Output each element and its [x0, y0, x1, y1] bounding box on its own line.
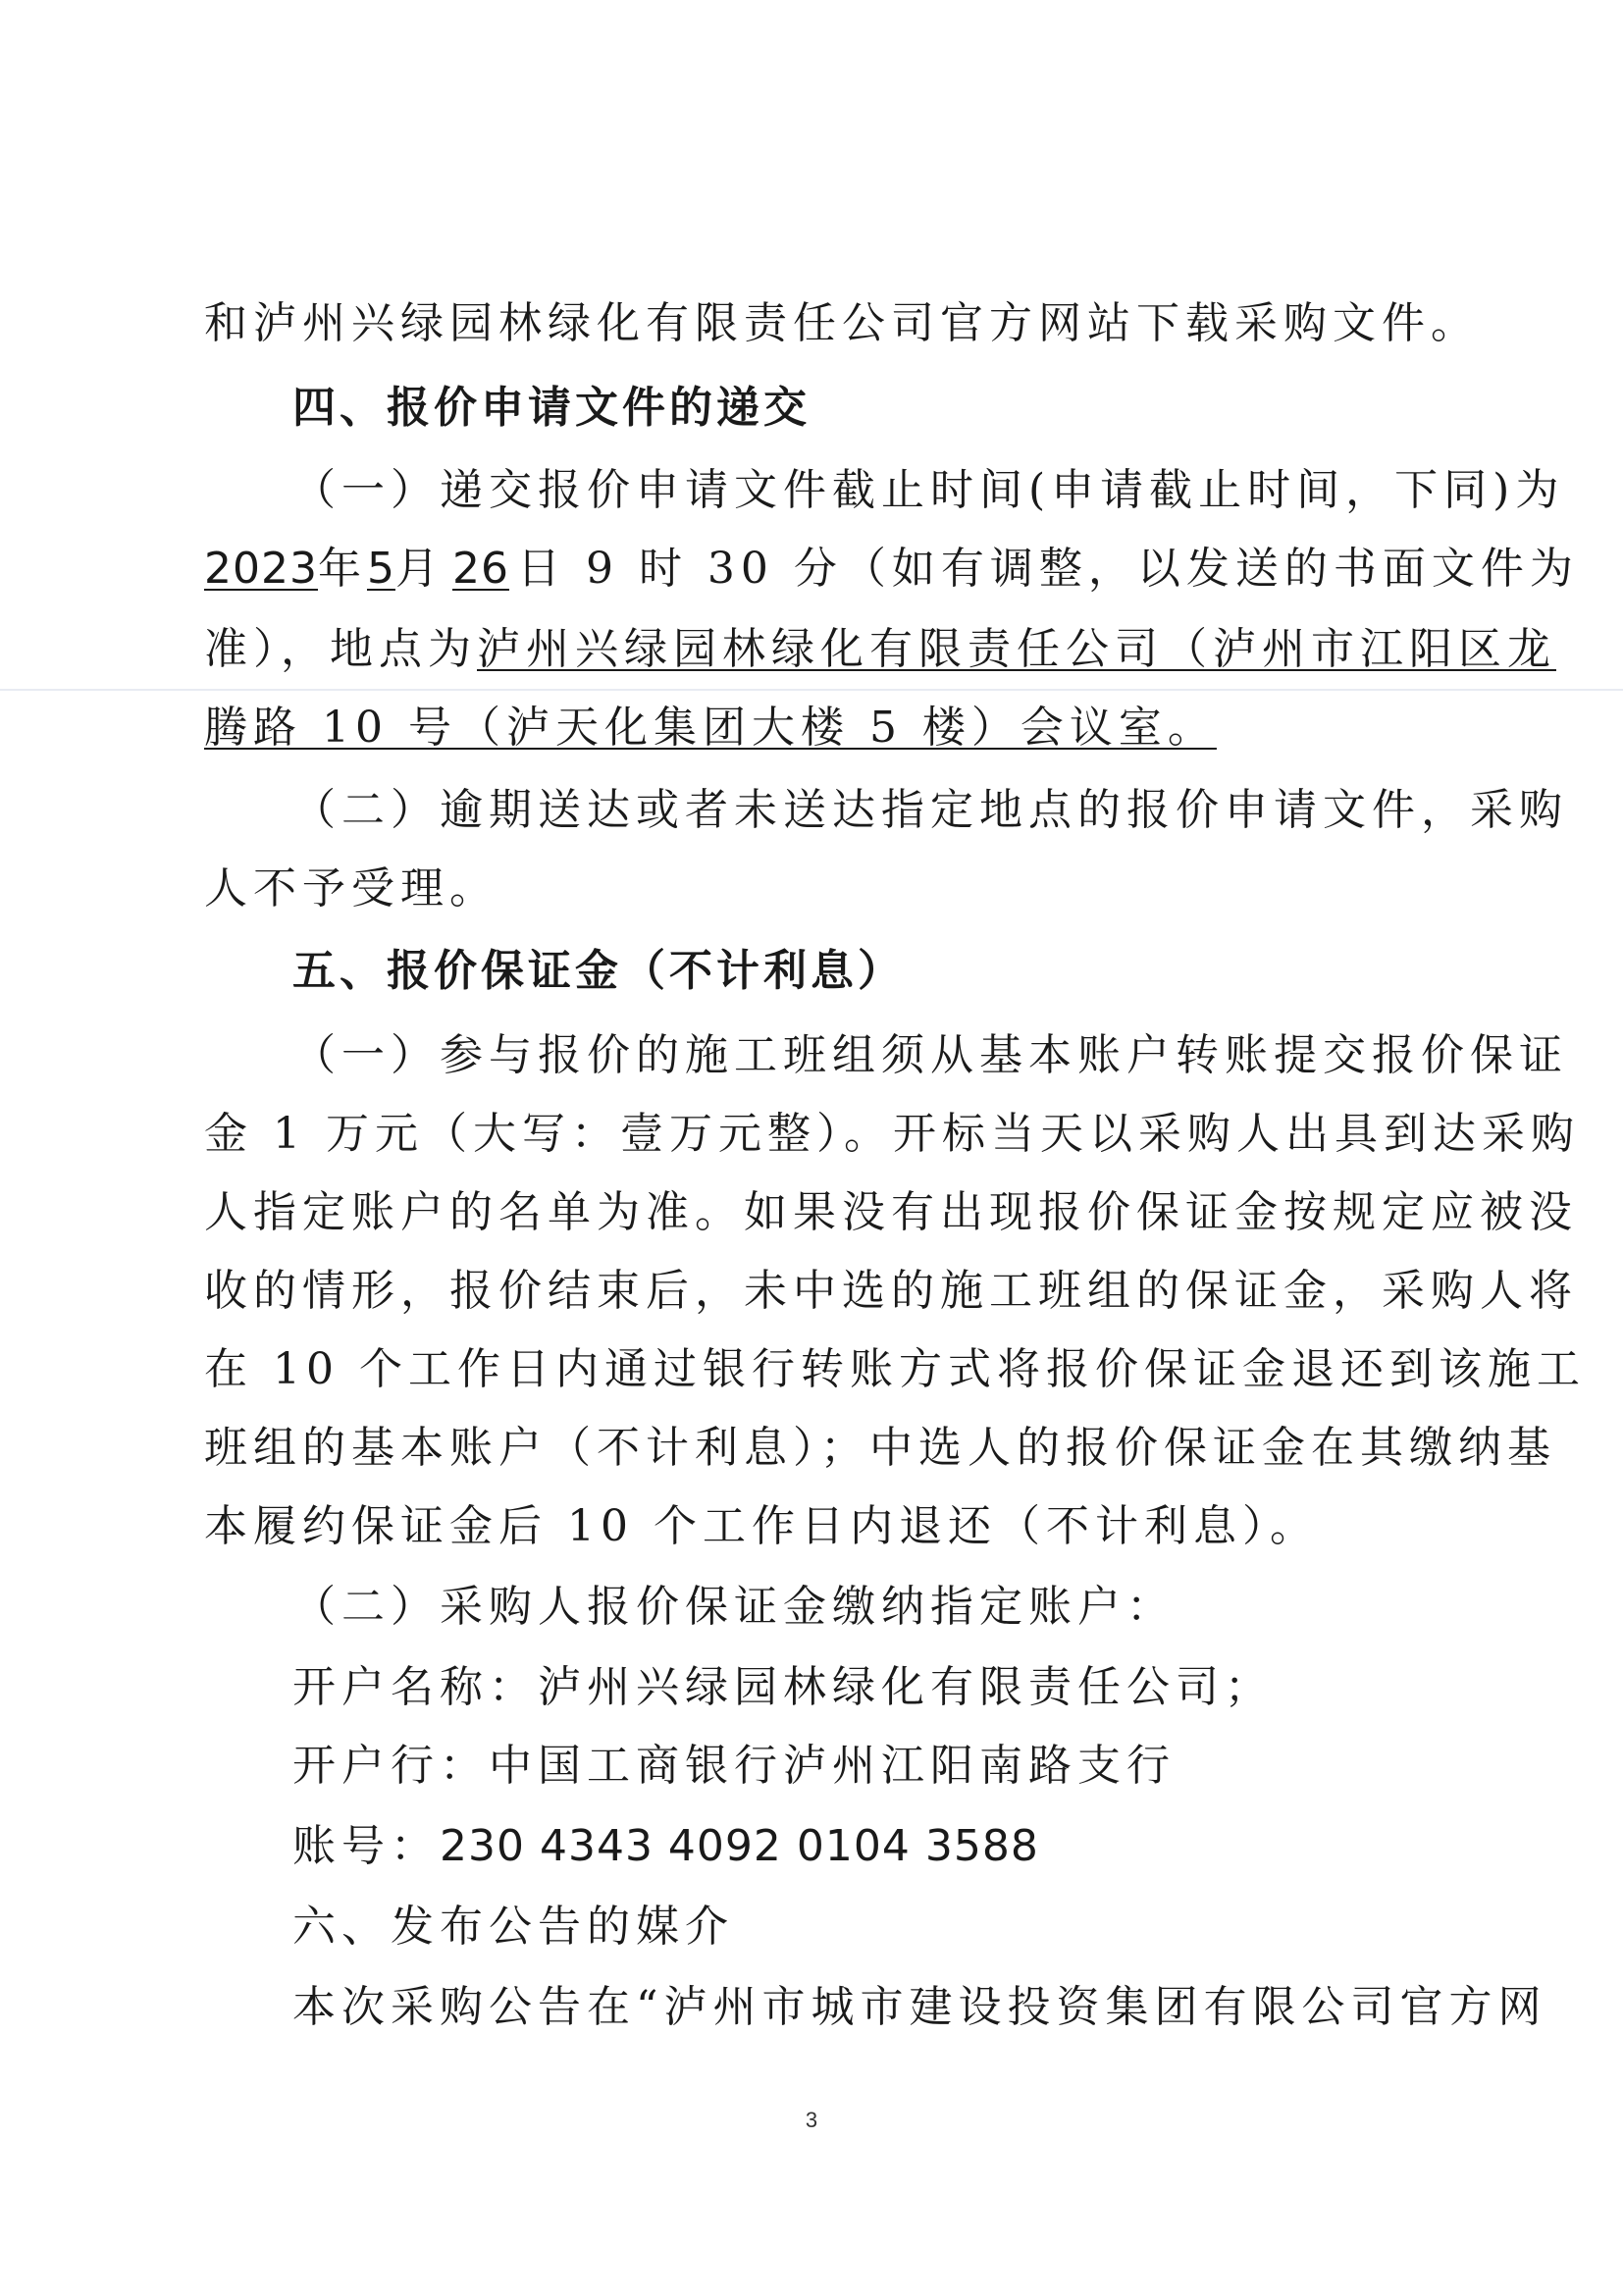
- text-segment: 准），地点为: [204, 624, 477, 674]
- paragraph-line: 金 1 万元（大写：壹万元整）。开标当天以采购人出具到达采购: [204, 1109, 1580, 1159]
- paragraph-line: 在 10 个工作日内通过银行转账方式将报价保证金退还到该施工: [204, 1344, 1586, 1394]
- text-segment: 日 9 时 30 分（如有调整，以发送的书面文件为: [516, 544, 1579, 594]
- location-underlined: 泸州兴绿园林绿化有限责任公司（泸州市江阳区龙: [477, 624, 1556, 674]
- location-underlined: 腾路 10 号（泸天化集团大楼 5 楼）会议室。: [204, 703, 1217, 753]
- account-name-line: 开户名称：泸州兴绿园林绿化有限责任公司；: [292, 1662, 1274, 1712]
- paragraph-line: （一）参与报价的施工班组须从基本账户转账提交报价保证: [292, 1030, 1568, 1080]
- paragraph-line: 和泸州兴绿园林绿化有限责任公司官方网站下载采购文件。: [204, 298, 1480, 348]
- account-number-value: 230 4343 4092 0104 3588: [440, 1821, 1039, 1871]
- paragraph-line: 班组的基本账户（不计利息）；中选人的报价保证金在其缴纳基: [204, 1423, 1556, 1473]
- text-segment: 月: [394, 544, 445, 594]
- scan-artifact-line: [0, 689, 1623, 691]
- text-segment: 年: [317, 544, 367, 594]
- section-heading-5: 五、报价保证金（不计利息）: [292, 946, 905, 996]
- account-bank-line: 开户行：中国工商银行泸州江阳南路支行: [292, 1741, 1176, 1791]
- paragraph-line-location-cont: [204, 699, 1421, 757]
- deadline-month: 5: [366, 544, 395, 594]
- paragraph-line-deadline: [204, 540, 1579, 599]
- page-number: 3: [805, 2108, 818, 2132]
- section-heading-6: 六、发布公告的媒介: [292, 1902, 734, 1952]
- account-number-label: 账号：: [292, 1821, 440, 1871]
- paragraph-line: 本履约保证金后 10 个工作日内退还（不计利息）。: [204, 1501, 1319, 1551]
- paragraph-line-location: [204, 620, 1556, 679]
- paragraph-line: 人指定账户的名单为准。如果没有出现报价保证金按规定应被没: [204, 1187, 1578, 1237]
- deadline-day: 26: [451, 544, 509, 594]
- deadline-year: 2023: [204, 544, 318, 594]
- paragraph-line: 本次采购公告在“泸州市城市建设投资集团有限公司官方网: [292, 1982, 1547, 2032]
- account-number-line: [292, 1817, 1509, 1876]
- paragraph-line: 收的情形，报价结束后，未中选的施工班组的保证金，采购人将: [204, 1266, 1578, 1316]
- paragraph-line: （二）逾期送达或者未送达指定地点的报价申请文件，采购: [292, 785, 1568, 835]
- section-heading-4: 四、报价申请文件的递交: [292, 383, 811, 433]
- paragraph-line: （一）递交报价申请文件截止时间(申请截止时间，下同)为: [292, 465, 1565, 515]
- paragraph-line: 人不予受理。: [204, 863, 498, 913]
- paragraph-line: （二）采购人报价保证金缴纳指定账户：: [292, 1582, 1176, 1632]
